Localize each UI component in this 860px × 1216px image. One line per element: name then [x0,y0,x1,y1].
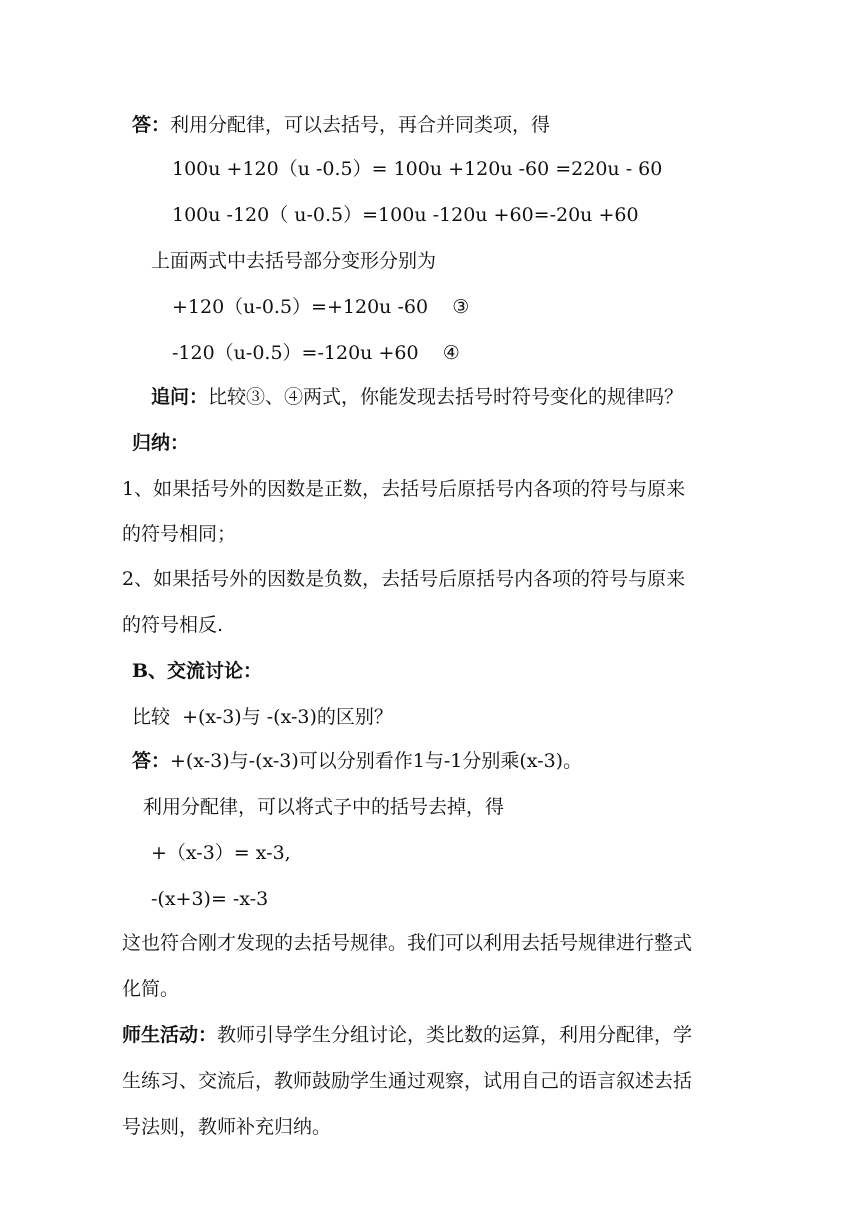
rule-1-line-b: 的符号相同； [122,523,237,545]
activity-label: 师生活动： [122,1024,218,1046]
rule-1-line-a: 1、如果括号外的因数是正数，去括号后原括号内各项的符号与原来 [122,478,686,500]
rule-2-line-b: 的符号相反. [122,614,224,636]
equation-1: 100u +120（u -0.5）= 100u +120u -60 =220u - 60 [172,158,663,180]
equation-5: +（x-3）= x-3, [151,842,291,864]
answer-text-2: +(x-3)与-(x-3)可以分别看作1与-1分别乘(x-3)。 [170,750,583,772]
answer-paragraph-1 [132,113,550,137]
rule-2-line-a: 2、如果括号外的因数是负数，去括号后原括号内各项的符号与原来 [122,568,686,590]
note-2: 利用分配律，可以将式子中的括号去掉，得 [143,796,505,818]
section-b-heading: B、交流讨论： [132,660,263,682]
summary-heading: 归纳： [132,432,190,454]
equation-6: -(x+3)= -x-3 [151,888,269,910]
note-1: 上面两式中去括号部分变形分别为 [151,250,437,272]
answer-text: 利用分配律，可以去括号，再合并同类项，得 [170,114,551,136]
activity-text-a: 教师引导学生分组讨论，类比数的运算，利用分配律，学 [217,1024,693,1046]
activity-paragraph [122,1023,692,1047]
answer-label-2: 答： [132,750,171,772]
equation-3: +120（u-0.5）=+120u -60 ③ [172,296,470,318]
answer-paragraph-2 [132,749,582,773]
followup-label: 追问： [151,386,209,408]
equation-2: 100u -120（ u-0.5）=100u -120u +60=-20u +60 [172,204,639,226]
followup-text: 比较③、④两式，你能发现去括号时符号变化的规律吗？ [208,386,684,408]
followup-paragraph [151,385,683,409]
conclusion-line-b: 化简。 [122,978,180,1000]
activity-line-b: 生练习、交流后，教师鼓励学生通过观察，试用自己的语言叙述去括 [122,1070,693,1092]
conclusion-line-a: 这也符合刚才发现的去括号规律。我们可以利用去括号规律进行整式 [122,932,693,954]
question-line: 比较 +(x-3)与 -(x-3)的区别？ [132,706,393,728]
equation-4: -120（u-0.5）=-120u +60 ④ [172,342,460,364]
answer-label: 答： [132,114,171,136]
activity-line-c: 号法则，教师补充归纳。 [122,1116,332,1138]
